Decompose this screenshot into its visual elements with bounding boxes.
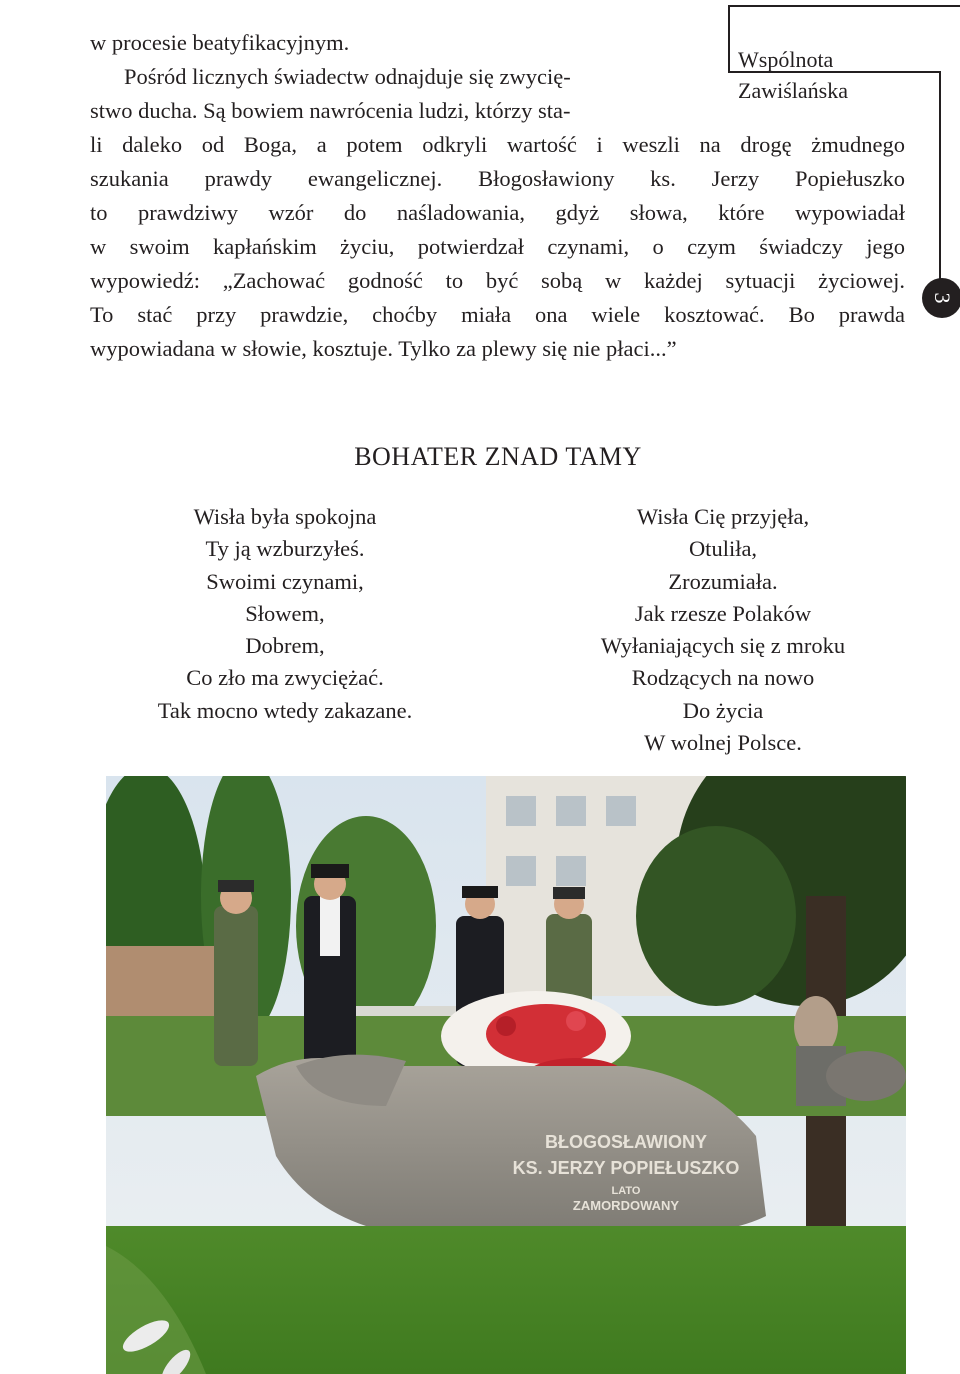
article-line: w swoim kapłańskim życiu, potwierdzał czynami, o czym świadczy jego: [90, 234, 905, 259]
stone-inscription-2: KS. JERZY POPIEŁUSZKO: [512, 1158, 740, 1178]
article-line: stwo ducha. Są bowiem nawrócenia ludzi, którzy sta-: [90, 98, 571, 123]
header-rule-side: [939, 71, 941, 281]
poem-line: Tak mocno wtedy zakazane.: [157, 697, 413, 723]
article-line: to prawdziwy wzór do naśladowania, gdyż słowa, które wypowiadał: [90, 200, 905, 225]
poem-line: Rodzących na nowo: [631, 665, 815, 691]
poem-line: Do życia: [682, 697, 764, 723]
poem-line: Wisła Cię przyjęła,: [636, 504, 810, 529]
poem-stanza-left: [110, 501, 460, 727]
stone-inscription-3: LATO: [611, 1185, 641, 1197]
poem-line: Wyłaniających się z mroku: [600, 633, 846, 659]
poem-line: Co zło ma zwyciężać.: [186, 665, 384, 691]
article-line: szukania prawdy ewangelicznej. Błogosławiony ks. Jerzy Popiełuszko: [90, 166, 905, 191]
poem-stanza-right: [548, 501, 898, 759]
poem-line: Dobrem,: [245, 633, 325, 659]
poem-line: Swoimi czynami,: [206, 568, 364, 594]
article-body: [90, 26, 905, 366]
magazine-title-line2: Zawiślańska: [738, 78, 848, 103]
article-line: wypowiadana w słowie, kosztuje. Tylko za plewy się nie płaci...”: [90, 336, 677, 361]
poem-line: Zrozumiała.: [668, 568, 778, 594]
poem-line: Słowem,: [245, 600, 325, 626]
poem-line: Jak rzesze Polaków: [634, 600, 812, 626]
page-number: 3: [922, 278, 960, 318]
article-line: wypowiedź: „Zachować godność to być sobą w każdej sytuacji życiowej.: [90, 268, 905, 293]
article-line: w procesie beatyfikacyjnym.: [90, 30, 350, 55]
magazine-title-line1: Wspólnota: [738, 47, 834, 72]
poem-line: W wolnej Polsce.: [644, 730, 802, 756]
poem-line: Wisła była spokojna: [193, 504, 377, 529]
article-line: To stać przy prawdzie, choćby miała ona wiele kosztować. Bo prawda: [90, 302, 905, 327]
stone-inscription-4: ZAMORDOWANY: [572, 1198, 680, 1213]
stone-inscription-1: BŁOGOSŁAWIONY: [545, 1132, 707, 1152]
poem-line: Otuliła,: [688, 536, 758, 562]
memorial-photo: [106, 776, 906, 1374]
article-line: li daleko od Boga, a potem odkryli wartość i weszli na drogę żmudnego: [90, 132, 905, 157]
poem-line: Ty ją wzburzyłeś.: [205, 536, 365, 562]
article-line: Pośród licznych świadectw odnajduje się zwycię-: [124, 64, 571, 89]
poem-title: BOHATER ZNAD TAMY: [354, 442, 642, 471]
header-rule-top-h: [728, 5, 960, 7]
